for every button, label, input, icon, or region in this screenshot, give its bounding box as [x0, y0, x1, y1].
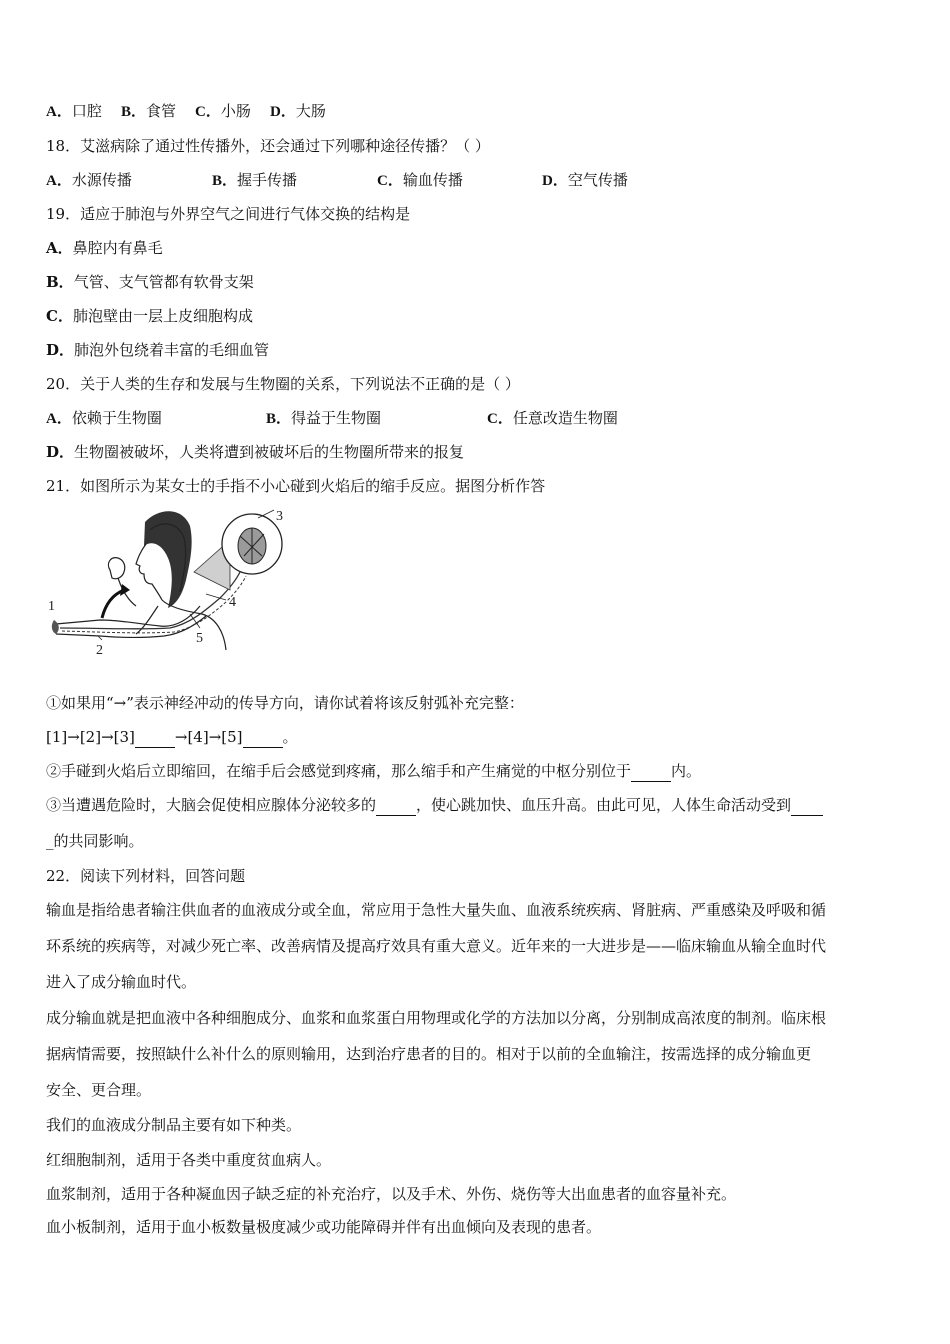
q19-option-b[interactable]: B．气管、支气管都有软骨支架: [46, 273, 254, 291]
q20-option-d[interactable]: D．生物圈被破坏，人类将遭到被破坏后的生物圈所带来的报复: [46, 443, 465, 461]
arm-lower-edge: [56, 616, 206, 638]
answer-blank-5[interactable]: [791, 795, 823, 816]
figure-label-5: 5: [196, 631, 203, 646]
part2-text: ②手碰到火焰后立即缩回，在缩手后会感觉到疼痛，那么缩手和产生痛觉的中枢分别位于: [46, 762, 632, 780]
arc-middle: →[4]→[5]: [174, 728, 243, 746]
q21-part1: ①如果用“→”表示神经冲动的传导方向，请你试着将该反射弧补充完整：: [46, 694, 524, 712]
figure-label-3: 3: [276, 509, 283, 524]
chest-outline: [136, 606, 158, 634]
flame-icon: [52, 620, 59, 634]
q22-para1-line1: 输血是指给患者输注供血者的血液成分或全血，常应用于急性大量失血、血液系统疾病、肾脏病、严重感染及呼吸和循: [46, 901, 827, 919]
q21-part1-arc: [46, 727, 298, 748]
part3-text-a: ③当遭遇危险时，大脑会促使相应腺体分泌较多的: [46, 796, 377, 814]
q18-option-d[interactable]: D．空气传播: [542, 171, 628, 189]
q20-option-c[interactable]: C．任意改造生物圈: [487, 409, 618, 427]
q17-option-d[interactable]: D．大肠: [269, 102, 326, 120]
q17-option-a[interactable]: A．口腔: [46, 102, 102, 120]
q21-part3-cont: _的共同影响。: [46, 832, 144, 850]
q18-option-a[interactable]: A．水源传播: [46, 171, 132, 189]
q19-stem: 19．适应于肺泡与外界空气之间进行气体交换的结构是: [46, 205, 411, 223]
part2-end: 内。: [671, 762, 702, 780]
q20-option-b[interactable]: B．得益于生物圈: [266, 409, 382, 427]
q19-option-d[interactable]: D．肺泡外包绕着丰富的毛细血管: [46, 341, 270, 359]
answer-blank-3[interactable]: [631, 761, 671, 782]
q22-para1-line2: 环系统的疾病等，对减少死亡率、改善病情及提高疗效具有重大意义。近年来的一大进步是——临床输血从输全血时代: [46, 937, 827, 955]
q19-option-a[interactable]: A．鼻腔内有鼻毛: [46, 239, 163, 257]
q22-para2-line3: 安全、更合理。: [46, 1081, 152, 1099]
q22-para2-line1: 成分输血就是把血液中各种细胞成分、血浆和血浆蛋白用物理或化学的方法加以分离，分别制成高浓度的制剂。临床根: [46, 1009, 827, 1027]
q17-option-b[interactable]: B．食管: [120, 102, 176, 120]
q22-para3: 我们的血液成分制品主要有如下种类。: [46, 1116, 302, 1134]
face-profile: [136, 544, 162, 600]
q22-para2-line2: 据病情需要，按照缺什么补什么的原则输用，达到治疗患者的目的。相对于以前的全血输注，按需选择的成分输血更: [46, 1045, 812, 1063]
q22-stem: 22．阅读下列材料，回答问题: [46, 867, 246, 885]
answer-blank-4[interactable]: [376, 795, 416, 816]
q21-part2: [46, 761, 701, 782]
answer-blank-2[interactable]: [243, 727, 283, 748]
q21-stem: 21．如图所示为某女士的手指不小心碰到火焰后的缩手反应。据图分析作答: [46, 477, 546, 495]
q22-para4: 红细胞制剂，适用于各类中重度贫血病人。: [46, 1151, 332, 1169]
q18-option-c[interactable]: C．输血传播: [377, 171, 463, 189]
q22-para5: 血浆制剂，适用于各种凝血因子缺乏症的补充治疗，以及手术、外伤、烧伤等大出血患者的血容量补充。: [46, 1185, 737, 1203]
q21-part3: [46, 795, 823, 816]
hair-shape: [144, 511, 192, 608]
answer-blank-1[interactable]: [135, 727, 175, 748]
q17-options: [46, 101, 326, 122]
q20-stem: 20．关于人类的生存和发展与生物圈的关系，下列说法不正确的是（ ）: [46, 375, 520, 393]
q20-option-a[interactable]: A．依赖于生物圈: [46, 409, 162, 427]
reflex-arc-figure: [40, 500, 300, 670]
q22-para6: 血小板制剂，适用于血小板数量极度减少或功能障碍并伴有出血倾向及表现的患者。: [46, 1218, 602, 1236]
q19-option-c[interactable]: C．肺泡壁由一层上皮细胞构成: [46, 307, 253, 325]
q17-option-c[interactable]: C．小肠: [195, 102, 251, 120]
q18-stem: 18．艾滋病除了通过性传播外，还会通过下列哪种途径传播？（ ）: [46, 137, 490, 155]
arc-prefix: [1]→[2]→[3]: [46, 728, 135, 746]
figure-label-2: 2: [96, 643, 103, 658]
raised-hand: [108, 558, 124, 579]
figure-label-4: 4: [229, 595, 236, 610]
arc-end: 。: [282, 728, 298, 746]
q22-para1-line3: 进入了成分输血时代。: [46, 973, 197, 991]
part3-text-b: ，使心跳加快、血压升高。由此可见，人体生命活动受到: [416, 796, 792, 814]
q18-option-b[interactable]: B．握手传播: [212, 171, 298, 189]
figure-label-1: 1: [48, 599, 55, 614]
